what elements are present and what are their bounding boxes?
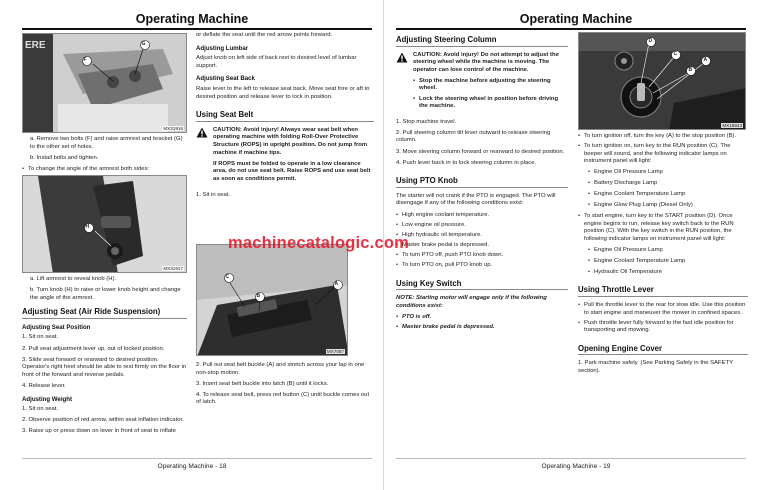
start-engine-text: • To start engine, turn key to the START position (D). Once engine begins to run, release key switch back to the RUN position (C). With the key switch in the RUN position, the following indicator lamps on instrument panel will light: [578,213,748,243]
armrest-step-b: b. Install bolts and tighten. [30,154,99,161]
seat-back-text: Raise lever to the left to release seat back. Move seat fore or aft to desired position and release lever to lock in position. [196,85,370,100]
seat-position-step-4: 4. Release lever. [22,382,66,389]
label-H: H [85,224,90,230]
start-lamp-2: • Engine Coolant Temperature Lamp [588,258,748,266]
left-page-footer: Operating Machine - 18 [157,463,227,470]
deflate-text: or deflate the seat until the red arrow points forward. [196,32,333,38]
throttle-bullet-1: • Pull the throttle lever to the rear for slow idle. Use this position to start engine and maneuver the mower in confined spaces. [578,302,748,317]
seat-belt-photo [196,244,348,356]
right-page [384,0,768,490]
steering-caution-text: CAUTION: Avoid injury! Do not attempt to adjust the steering wheel while the machine is moving. The operator can lose control of the machine. [413,51,559,73]
left-footer-rule [22,458,372,459]
belt-step-3: 3. Insert seat belt buckle into latch (B) until it locks. [196,380,329,387]
seat-position-step-1: 1. Sit on seat. [22,334,59,341]
pto-condition-3: • High hydraulic oil temperature. [396,232,568,240]
right-page-title: Operating Machine [519,12,633,26]
steering-caution-bullet-2: • Lock the steering wheel in position before driving the machine. [413,96,568,111]
right-footer-rule [396,458,746,459]
engine-cover-heading: Opening Engine Cover [578,345,748,356]
steering-step-2: 2. Pull steering column tilt lever outward to release steering column. [396,129,551,144]
ignition-off-text: • To turn ignition off, turn the key (A) to the stop position (B). [578,133,748,141]
left-col-2-bottom [196,362,374,410]
photo-3-caption: MX7087 [326,349,344,354]
key-switch-note: NOTE: Starting motor will engage only if the following conditions exist: [396,295,547,309]
armrest-bracket-illustration [23,34,187,133]
label-G: G [141,41,146,47]
seat-belt-illustration [197,245,348,356]
pto-off-action: • To turn PTO off, push PTO knob down. [396,252,568,260]
label-B: B [688,67,693,73]
warning-triangle-icon [396,52,408,63]
armrest-knob-illustration [23,176,187,273]
photo-key-caption: MX18943 [722,123,742,128]
armrest-knob-photo [22,175,187,273]
start-lamp-3: • Hydraulic Oil Temperature [588,269,748,277]
pto-intro: The starter will not crank if the PTO is engaged. The PTO will disengage if any of the following conditions exist: [396,192,556,207]
left-page-title: Operating Machine [135,12,249,26]
pto-condition-4: • Master brake pedal is depressed. [396,242,568,250]
weight-step-2: 2. Observe position of red arrow, within seat inflation indicator. [22,417,184,424]
seat-belt-caution [196,127,374,187]
right-page-footer: Operating Machine - 19 [541,463,611,470]
photo-2-caption: MX31917 [163,266,183,271]
key-switch-illustration [579,33,746,130]
throttle-heading: Using Throttle Lever [578,286,748,297]
left-col-1-top [22,136,187,176]
start-lamp-1: • Engine Oil Pressure Lamp [588,247,748,255]
steering-step-1: 1. Stop machine travel. [396,118,457,125]
ignition-on-text: • To turn ignition on, turn key to the RUN position (C). The beeper will sound, and the following indicator lamps on instrument panel will light: [578,143,748,166]
seat-back-heading: Adjusting Seat Back [196,75,255,83]
left-col-1-bottom [22,276,187,439]
key-condition-2: • Master brake pedal is depressed. [396,324,568,332]
steering-caution [396,52,568,114]
belt-step-4: 4. To release seat belt, press red button (C) until buckle comes out of latch. [196,391,370,406]
label-C: C [673,51,678,57]
weight-heading: Adjusting Weight [22,395,72,403]
photo-1-caption: MX31916 [163,126,183,131]
seat-belt-caution-1: CAUTION: Avoid injury! Always wear seat belt when operating machine with folding Roll-Over Protective Structure (ROPS) in upright position. Do not jump from machine if machine tips. [213,126,368,156]
warning-triangle-icon [196,127,208,138]
left-header-rule [22,28,372,30]
armrest-bracket-photo [22,33,187,133]
watermark: machinecatalogic.com [228,234,409,252]
steering-caution-bullet-1: • Stop the machine before adjusting the steering wheel. [413,78,568,93]
seat-position-step-3: 3. Slide seat forward or rearward to desired position. Operator's right heel should be able to rest firmly on the floor in front of the forward and reverse pedals. [22,356,187,378]
key-condition-1: • PTO is off. [396,314,568,322]
right-col-2 [578,133,748,379]
label-A: A [334,281,339,287]
sit-in-seat-step: 1. Sit in seat. [196,191,231,198]
armrest-angle-bullet: • To change the angle of the armrest both sides: [22,166,187,174]
run-lamp-2: • Battery Discharge Lamp [588,180,748,188]
seat-belt-heading: Using Seat Belt [196,111,374,122]
pto-condition-2: • Low engine oil pressure. [396,222,568,230]
pto-condition-1: • High engine coolant temperature. [396,212,568,220]
label-F: F [83,57,87,63]
label-B: B [256,293,261,299]
armrest-angle-step-b: b. Turn knob (H) to raise or lower knob height and change the angle of the armrest. [30,287,181,301]
weight-step-3: 3. Raise up or press down on lever in front of seat to inflate [22,428,176,435]
steering-step-4: 4. Push lever back in to lock steering column in place. [396,159,537,166]
key-switch-photo [578,32,746,130]
pto-heading: Using PTO Knob [396,177,568,188]
lumbar-heading: Adjusting Lumbar [196,44,249,52]
air-ride-heading: Adjusting Seat (Air Ride Suspension) [22,308,187,319]
seat-belt-caution-2: If ROPS must be folded to operate in a low clearance area, do not use seat belt. Raise ROPS and use seat belt as soon as conditions permit. [213,160,371,182]
label-D: D [648,38,653,44]
run-lamp-3: • Engine Coolant Temperature Lamp [588,191,748,199]
run-lamp-1: • Engine Oil Pressure Lamp [588,169,748,177]
steering-heading: Adjusting Steering Column [396,36,568,47]
armrest-step-a: a. Remove two bolts (F) and raise armrest and bracket (G) to the other set of holes. [30,136,183,150]
seat-position-step-2: 2. Pull seat adjustment lever up, out of locked position. [22,345,165,352]
throttle-bullet-2: • Push throttle lever fully forward to the fast idle position for transporting and mowing. [578,320,748,335]
label-A: A [703,57,708,63]
left-col-2 [196,32,374,203]
armrest-angle-step-a: a. Lift armrest to reveal knob (H). [30,276,117,282]
engine-cover-step: 1. Park machine safely. (See Parking Safely in the SAFETY section). [578,360,733,375]
label-C: C [225,274,230,280]
steering-step-3: 3. Move steering column forward or rearward to desired position. [396,148,565,155]
right-col-1 [396,30,568,335]
lumbar-text: Adjust knob on left side of back rest to desired level of lumbar support. [196,55,357,69]
key-switch-heading: Using Key Switch [396,280,568,291]
seat-position-heading: Adjusting Seat Position [22,323,91,331]
pto-on-action: • To turn PTO on, pull PTO knob up. [396,262,568,270]
svg-text:ERE: ERE [25,40,46,51]
belt-step-2: 2. Pull out seat belt buckle (A) and stretch across your lap in one non-stop motion. [196,362,365,376]
weight-step-1: 1. Sit on seat. [22,406,59,413]
run-lamp-4: • Engine Glow Plug Lamp (Diesel Only) [588,202,748,210]
